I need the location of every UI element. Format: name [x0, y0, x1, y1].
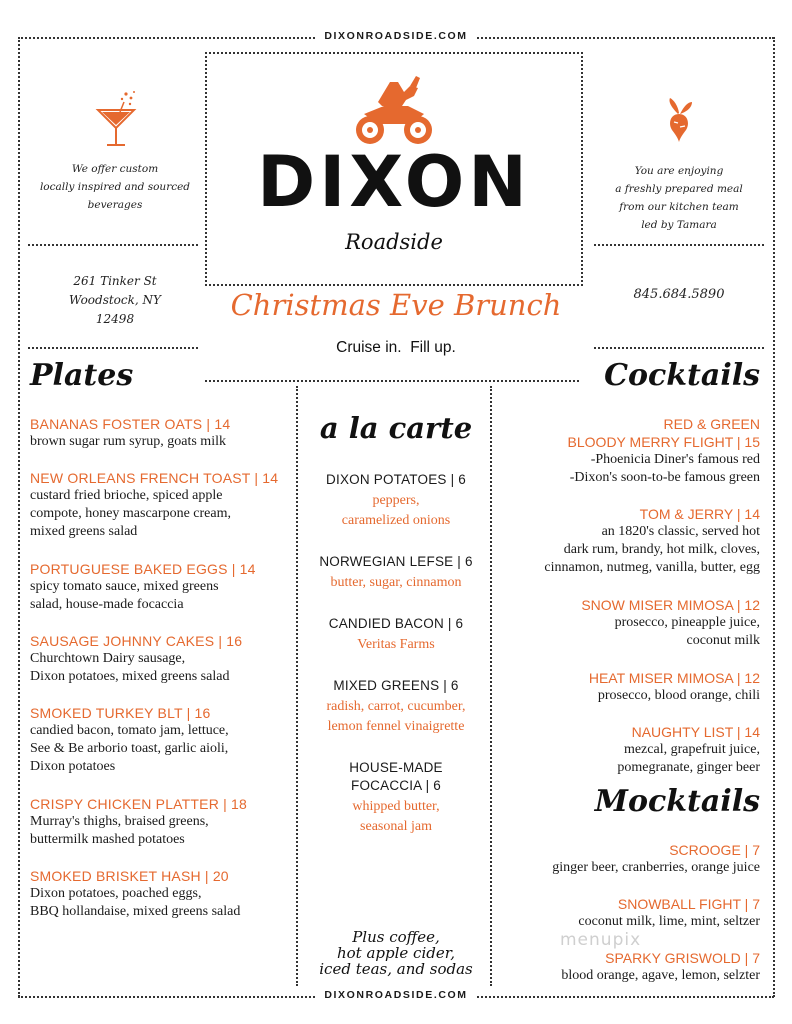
cocktail-item: SNOW MISER MIMOSA | 12 prosecco, pineapple juice, coconut milk — [581, 597, 760, 648]
cocktail-item: HEAT MISER MIMOSA | 12 prosecco, blood orange, chili — [588, 670, 760, 703]
kitchen-team-note: You are enjoying a freshly prepared meal from our kitchen team led by Tamara — [615, 165, 743, 231]
alacarte-item: DIXON POTATOES | 6 peppers, caramelized onions — [326, 472, 466, 528]
menu-item: SAUSAGE JOHNNY CAKES | 16 Churchtown Dairy sausage, Dixon potatoes, mixed greens salad — [30, 633, 243, 684]
brand-subtitle: Roadside — [345, 230, 443, 254]
beet-icon — [662, 96, 696, 144]
menu-item: PORTUGUESE BAKED EGGS | 14 spicy tomato sauce, mixed greens salad, house-made focaccia — [30, 561, 256, 612]
alacarte-item: HOUSE-MADE FOCACCIA | 6 whipped butter, seasonal jam — [349, 760, 443, 834]
menu-item: NEW ORLEANS FRENCH TOAST | 14 custard fried brioche, spiced apple compote, honey mascarpone cream, mixed greens salad — [30, 470, 279, 539]
logo-box — [205, 52, 583, 286]
cocktail-item: NAUGHTY LIST | 14 mezcal, grapefruit juice, pomegranate, ginger beer — [617, 724, 760, 775]
menu-item: SMOKED BRISKET HASH | 20 Dixon potatoes, poached eggs, BBQ hollandaise, mixed greens salad — [30, 868, 241, 919]
martini-glass-icon — [94, 88, 138, 148]
cocktails-title: Cocktails — [604, 358, 760, 393]
plates-title: Plates — [30, 358, 134, 393]
dog-motorcycle-icon — [350, 72, 438, 148]
mocktail-item: SPARKY GRISWOLD | 7 blood orange, agave, lemon, selzter — [561, 950, 760, 983]
phone-number[interactable]: 845.684.5890 — [633, 287, 725, 302]
tagline: Cruise in. Fill up. — [336, 339, 456, 356]
menu-item: SMOKED TURKEY BLT | 16 candied bacon, tomato jam, lettuce, See & Be arborio toast, garlic aioli, Dixon potatoes — [30, 705, 229, 774]
event-title: Christmas Eve Brunch — [230, 288, 562, 322]
brand-name: DIXON — [257, 141, 531, 223]
menu-item: BANANAS FOSTER OATS | 14 brown sugar rum syrup, goats milk — [30, 416, 231, 449]
site-url-top[interactable]: DIXONROADSIDE.COM — [0, 30, 792, 42]
mocktail-item: SCROOGE | 7 ginger beer, cranberries, orange juice — [552, 842, 760, 875]
alacarte-item: CANDIED BACON | 6 Veritas Farms — [328, 616, 464, 652]
watermark: menupix — [560, 930, 642, 950]
alacarte-title: a la carte — [319, 411, 473, 445]
alacarte-item: MIXED GREENS | 6 radish, carrot, cucumber, lemon fennel vinaigrette — [326, 678, 466, 734]
menu-item: CRISPY CHICKEN PLATTER | 18 Murray's thighs, braised greens, buttermilk mashed potatoes — [30, 796, 248, 847]
mocktail-item: SNOWBALL FIGHT | 7 coconut milk, lime, mint, seltzer — [578, 896, 760, 929]
cocktail-item: RED & GREEN BLOODY MERRY FLIGHT | 15 -Phoenicia Diner's famous red -Dixon's soon-to-be famous green — [567, 416, 760, 485]
mocktails-title: Mocktails — [594, 784, 760, 819]
cocktail-item: TOM & JERRY | 14 an 1820's classic, served hot dark rum, brandy, hot milk, cloves, cinnamon, nutmeg, vanilla, butter, egg — [544, 506, 760, 575]
address: 261 Tinker St Woodstock, NY 12498 — [69, 274, 161, 326]
beverages-note: We offer custom locally inspired and sourced beverages — [39, 163, 191, 211]
drinks-footer: Plus coffee, hot apple cider, iced teas, and sodas — [319, 928, 473, 978]
site-url-bottom[interactable]: DIXONROADSIDE.COM — [0, 989, 792, 1001]
alacarte-item: NORWEGIAN LEFSE | 6 butter, sugar, cinnamon — [319, 554, 473, 590]
